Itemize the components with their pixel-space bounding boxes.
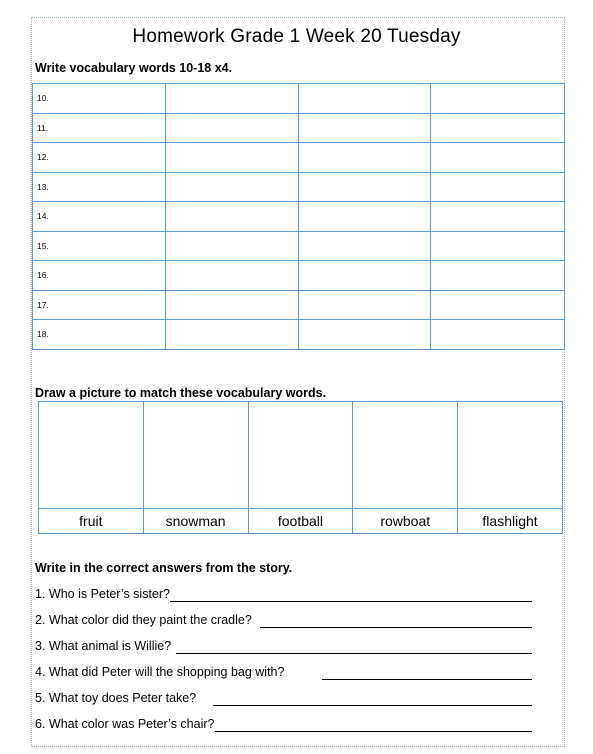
answer-line bbox=[260, 627, 532, 628]
writing-cell bbox=[165, 84, 298, 114]
drawing-box bbox=[248, 402, 353, 509]
answer-line bbox=[176, 653, 532, 654]
answer-line bbox=[322, 679, 532, 680]
question-2: 2. What color did they paint the cradle? bbox=[35, 613, 252, 627]
writing-cell bbox=[431, 202, 565, 232]
question-1: 1. Who is Peter’s sister? bbox=[35, 587, 171, 601]
page-title: Homework Grade 1 Week 20 Tuesday bbox=[132, 26, 461, 47]
table-row bbox=[33, 320, 565, 350]
writing-cell bbox=[298, 261, 431, 291]
word-label: football bbox=[248, 509, 353, 534]
writing-cell bbox=[298, 320, 431, 350]
question-4: 4. What did Peter will the shopping bag with? bbox=[35, 665, 285, 679]
word-label: fruit bbox=[39, 509, 144, 534]
story-questions-heading: Write in the correct answers from the story. bbox=[35, 561, 293, 575]
vocabulary-heading: Write vocabulary words 10-18 x4. bbox=[35, 61, 233, 75]
row-number-label: 17. bbox=[33, 290, 166, 320]
writing-cell bbox=[431, 113, 565, 143]
row-number-label: 14. bbox=[33, 202, 166, 232]
table-row bbox=[33, 231, 565, 261]
vocabulary-table bbox=[32, 83, 565, 350]
table-row bbox=[33, 290, 565, 320]
writing-cell bbox=[431, 261, 565, 291]
word-label: snowman bbox=[143, 509, 248, 534]
drawing-box bbox=[353, 402, 458, 509]
writing-cell bbox=[298, 143, 431, 173]
question-6: 6. What color was Peter’s chair? bbox=[35, 717, 215, 731]
writing-cell bbox=[431, 172, 565, 202]
row-number-label: 12. bbox=[33, 143, 166, 173]
writing-cell bbox=[165, 113, 298, 143]
drawing-box bbox=[143, 402, 248, 509]
row-number-label: 11. bbox=[33, 113, 166, 143]
table-row bbox=[33, 84, 565, 114]
word-label: flashlight bbox=[458, 509, 563, 534]
writing-cell bbox=[165, 261, 298, 291]
writing-cell bbox=[165, 172, 298, 202]
row-number-label: 16. bbox=[33, 261, 166, 291]
word-label-row bbox=[39, 509, 563, 534]
writing-cell bbox=[298, 202, 431, 232]
writing-cell bbox=[298, 290, 431, 320]
writing-cell bbox=[431, 231, 565, 261]
writing-cell bbox=[431, 320, 565, 350]
writing-cell bbox=[165, 202, 298, 232]
writing-cell bbox=[165, 143, 298, 173]
word-label: rowboat bbox=[353, 509, 458, 534]
row-number-label: 13. bbox=[33, 172, 166, 202]
row-number-label: 15. bbox=[33, 231, 166, 261]
drawing-row bbox=[39, 402, 563, 509]
drawing-box bbox=[39, 402, 144, 509]
table-row bbox=[33, 113, 565, 143]
table-row bbox=[33, 143, 565, 173]
writing-cell bbox=[165, 231, 298, 261]
writing-cell bbox=[431, 84, 565, 114]
writing-cell bbox=[165, 290, 298, 320]
row-number-label: 18. bbox=[33, 320, 166, 350]
answer-line bbox=[215, 731, 532, 732]
question-3: 3. What animal is Willie? bbox=[35, 639, 172, 653]
answer-line bbox=[213, 705, 532, 706]
writing-cell bbox=[298, 84, 431, 114]
picture-table bbox=[38, 401, 563, 534]
writing-cell bbox=[431, 143, 565, 173]
writing-cell bbox=[431, 290, 565, 320]
writing-cell bbox=[298, 113, 431, 143]
answer-line bbox=[170, 601, 532, 602]
table-row bbox=[33, 202, 565, 232]
table-row bbox=[33, 261, 565, 291]
writing-cell bbox=[298, 231, 431, 261]
picture-heading: Draw a picture to match these vocabulary words. bbox=[35, 386, 327, 400]
row-number-label: 10. bbox=[33, 84, 166, 114]
drawing-box bbox=[458, 402, 563, 509]
writing-cell bbox=[298, 172, 431, 202]
question-5: 5. What toy does Peter take? bbox=[35, 691, 197, 705]
table-row bbox=[33, 172, 565, 202]
writing-cell bbox=[165, 320, 298, 350]
